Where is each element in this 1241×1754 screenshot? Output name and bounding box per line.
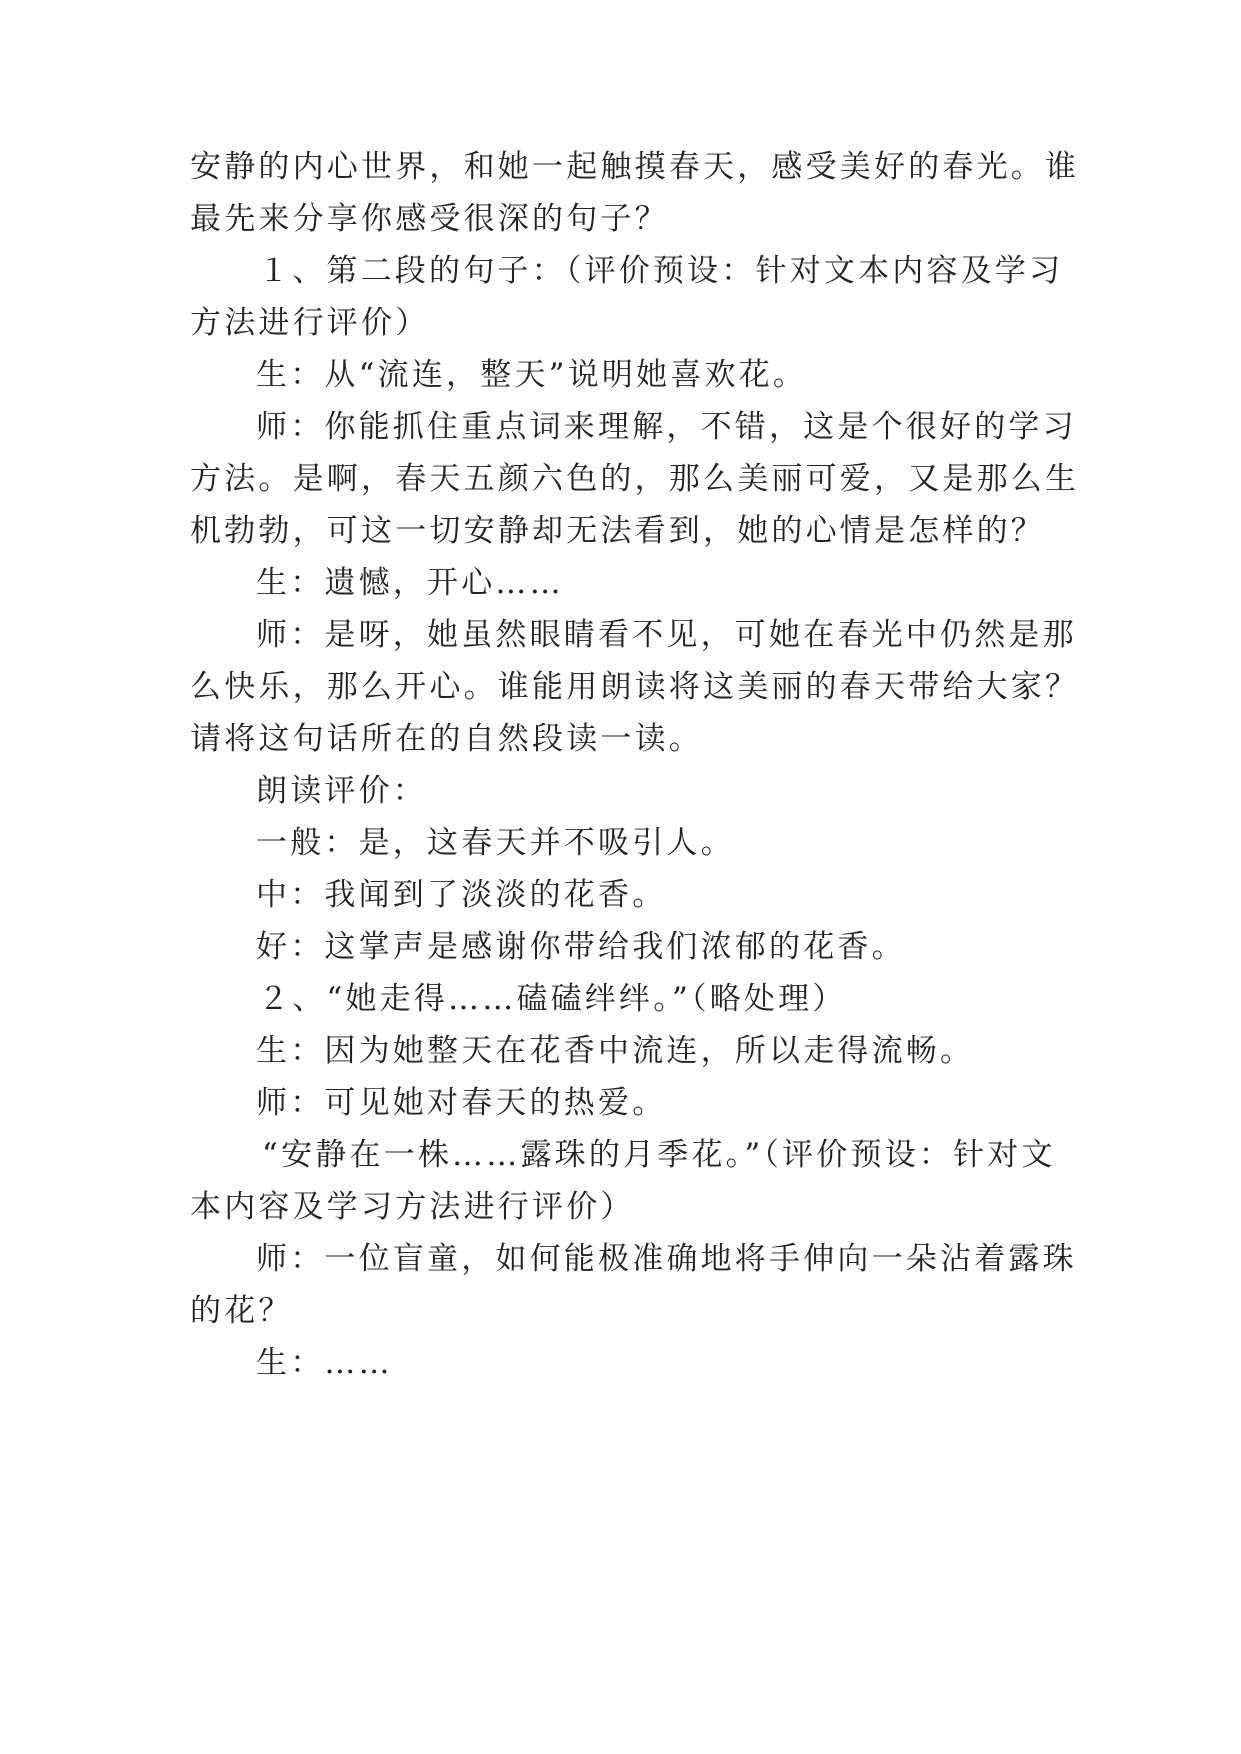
text-line-22: 师：一位盲童，如何能极准确地将手伸向一朵沾着露珠 bbox=[256, 1241, 1077, 1277]
text-line-18: 生：因为她整天在花香中流连，所以走得流畅。 bbox=[256, 1033, 975, 1069]
text-line-10: 师：是呀，她虽然眼睛看不见，可她在春光中仍然是那 bbox=[256, 617, 1077, 653]
text-line-11: 么快乐，那么开心。谁能用朗读将这美丽的春天带给大家？ bbox=[190, 669, 1080, 705]
text-line-9: 生：遗憾，开心…… bbox=[256, 565, 564, 601]
text-line-7: 方法。是啊，春天五颜六色的，那么美丽可爱，又是那么生 bbox=[190, 461, 1080, 497]
text-line-21: 本内容及学习方法进行评价） bbox=[190, 1189, 635, 1225]
text-line-19: 师：可见她对春天的热爱。 bbox=[256, 1085, 667, 1121]
text-line-20: “安静在一株……露珠的月季花。”（评价预设：针对文 bbox=[262, 1137, 1056, 1173]
text-line-5: 生：从“流连，整天”说明她喜欢花。 bbox=[256, 357, 808, 393]
text-line-15: 中：我闻到了淡淡的花香。 bbox=[256, 877, 667, 913]
text-line-6: 师：你能抓住重点词来理解，不错，这是个很好的学习 bbox=[256, 409, 1077, 445]
text-line-2: 最先来分享你感受很深的句子？ bbox=[190, 201, 669, 237]
text-line-1: 安静的内心世界，和她一起触摸春天，感受美好的春光。谁 bbox=[190, 149, 1080, 185]
text-line-12: 请将这句话所在的自然段读一读。 bbox=[190, 721, 703, 757]
text-line-16: 好：这掌声是感谢你带给我们浓郁的花香。 bbox=[256, 929, 906, 965]
text-line-4: 方法进行评价） bbox=[190, 305, 430, 341]
text-line-23: 的花？ bbox=[190, 1293, 293, 1329]
text-line-3: １、第二段的句子：（评价预设：针对文本内容及学习 bbox=[258, 253, 1064, 289]
text-line-8: 机勃勃，可这一切安静却无法看到，她的心情是怎样的？ bbox=[190, 513, 1045, 549]
text-line-13: 朗读评价： bbox=[256, 773, 427, 809]
text-line-24: 生：…… bbox=[256, 1345, 393, 1381]
text-line-17: ２、“她走得……磕磕绊绊。”（略处理） bbox=[258, 981, 847, 1017]
text-line-14: 一般：是，这春天并不吸引人。 bbox=[256, 825, 735, 861]
